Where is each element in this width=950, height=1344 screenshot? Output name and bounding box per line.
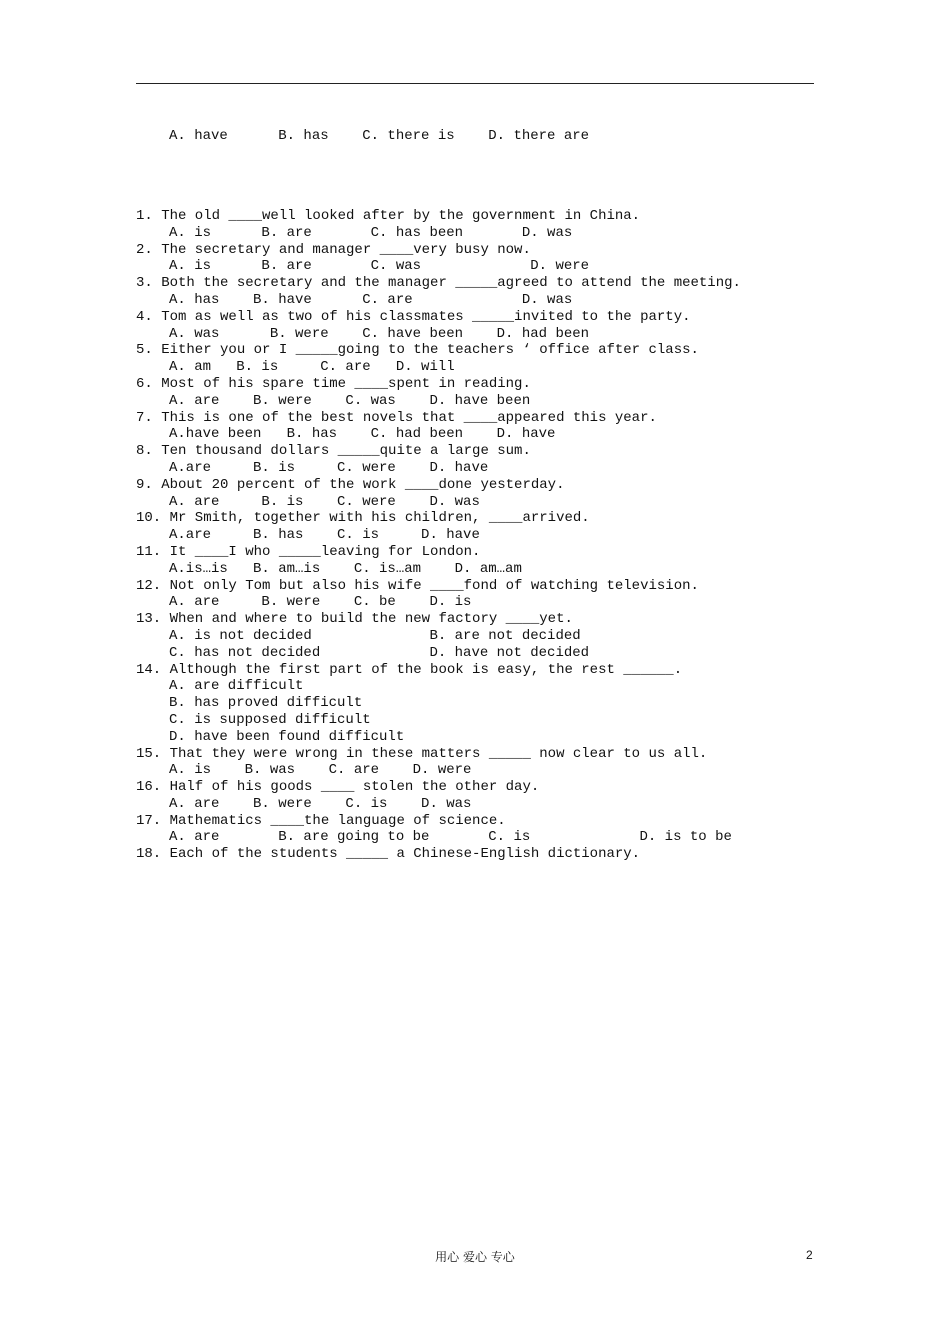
question-options: A. is not decided B. are not decided [169,627,581,644]
question-options: A. was B. were C. have been D. had been [169,325,590,342]
question-text: 9. About 20 percent of the work ____done yesterday. [136,476,565,493]
page-number: 2 [806,1248,813,1262]
question-text: 3. Both the secretary and the manager _____agreed to attend the meeting. [136,275,741,292]
question-text: 13. When and where to build the new factory ____yet. [136,611,573,628]
question-text: 4. Tom as well as two of his classmates _____invited to the party. [136,308,691,325]
question-text: 1. The old ____well looked after by the government in China. [136,208,641,224]
question-text: 14. Although the first part of the book is easy, the rest ______. [136,661,683,678]
question-options: A.are B. is C. were D. have [169,459,489,476]
question-options: A. is B. are C. was D. were [169,258,590,275]
question-options: A. are B. is C. were D. was [169,493,480,510]
question-options: A. are B. were C. is D. was [169,795,472,812]
question-text: 5. Either you or I _____going to the teachers ‘ office after class. [136,342,699,359]
question-options: A. are B. were C. was D. have been [169,392,531,409]
question-options: C. is supposed difficult [169,711,371,728]
question-options: A. has B. have C. are D. was [169,291,573,308]
question-options: A. is B. are C. has been D. was [169,224,573,241]
question-options: D. have been found difficult [169,728,405,745]
question-text: 6. Most of his spare time ____spent in reading. [136,375,531,392]
top-options: A. have B. has C. there is D. there are [169,128,590,144]
question-options: A. is B. was C. are D. were [169,762,472,779]
question-list [136,208,816,863]
question-options: A. am B. is C. are D. will [169,359,455,376]
question-text: 18. Each of the students _____ a Chinese-English dictionary. [136,846,641,863]
question-text: 8. Ten thousand dollars _____quite a large sum. [136,443,531,460]
question-options: A. are B. are going to be C. is D. is to be [169,829,732,846]
question-options: A.have been B. has C. had been D. have [169,426,556,443]
question-text: 7. This is one of the best novels that ____appeared this year. [136,409,657,426]
question-options: A. are difficult [169,678,304,695]
footer-text: 用心 爱心 专心 [435,1250,515,1264]
question-text: 17. Mathematics ____the language of science. [136,812,506,829]
question-text: 12. Not only Tom but also his wife ____fond of watching television. [136,577,699,594]
question-text: 10. Mr Smith, together with his children, ____arrived. [136,510,590,527]
question-text: 16. Half of his goods ____ stolen the other day. [136,779,540,796]
question-options: B. has proved difficult [169,695,363,712]
question-text: 15. That they were wrong in these matters _____ now clear to us all. [136,745,708,762]
question-text: 2. The secretary and manager ____very busy now. [136,241,531,258]
question-options: A.are B. has C. is D. have [169,527,480,544]
question-options: A.is…is B. am…is C. is…am D. am…am [169,560,522,577]
question-options: A. are B. were C. be D. is [169,594,472,611]
question-text: 11. It ____I who _____leaving for London. [136,543,481,560]
header-rule [136,83,814,84]
question-options: C. has not decided D. have not decided [169,644,590,661]
